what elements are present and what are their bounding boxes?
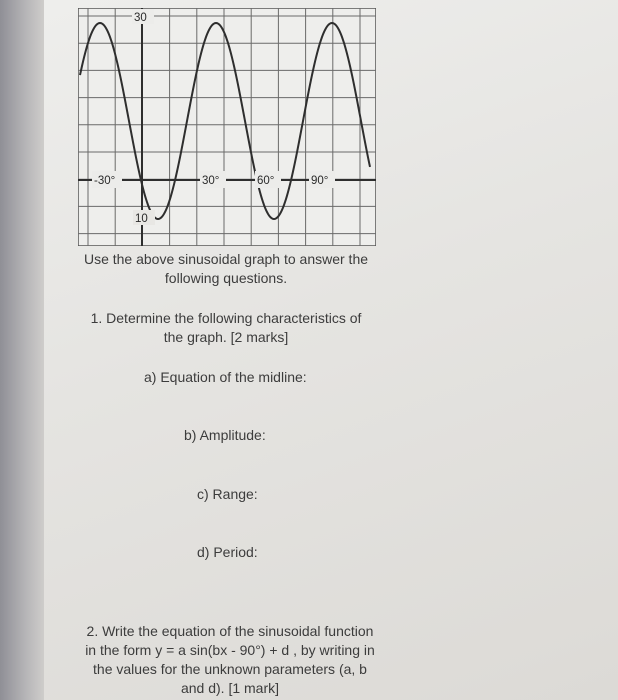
question-1-line-1: 1. Determine the following characteristics of: [90, 310, 362, 326]
question-2-line-4: and d). [1 mark]: [180, 680, 280, 696]
x-tick-label-30: 30°: [202, 175, 220, 187]
question-1-line-2: the graph. [2 marks]: [163, 329, 289, 345]
y-tick-label-bottom: 10: [135, 213, 148, 225]
question-2-line-3: the values for the unknown parameters (a, b: [93, 661, 367, 677]
question-1c: c) Range:: [197, 486, 258, 502]
question-1d: d) Period:: [197, 544, 258, 560]
graph-canvas: [78, 8, 376, 246]
question-1b: b) Amplitude:: [184, 427, 266, 443]
x-label-neg30: [92, 171, 122, 188]
x-label-60: [255, 171, 281, 188]
y-tick-label-top: 30: [134, 12, 147, 24]
x-tick-label-neg30: -30°: [94, 175, 116, 187]
intro-line-2: following questions.: [164, 270, 288, 286]
question-1a: a) Equation of the midline:: [144, 369, 307, 385]
question-2-line-1: 2. Write the equation of the sinusoidal function: [86, 623, 374, 639]
background-edge: [0, 0, 48, 700]
graph-grid: [78, 8, 376, 246]
sinusoidal-graph: [78, 8, 376, 246]
x-label-90: [309, 171, 335, 188]
y-label-bottom: [133, 210, 155, 225]
x-tick-label-90: 90°: [311, 175, 329, 187]
x-tick-label-60: 60°: [257, 175, 275, 187]
question-2-line-2: in the form y = a sin(bx - 90°) + d , by writing in: [85, 642, 375, 658]
x-label-30: [200, 171, 226, 188]
y-label-top: [132, 9, 154, 24]
intro-line-1: Use the above sinusoidal graph to answer the: [83, 251, 369, 267]
